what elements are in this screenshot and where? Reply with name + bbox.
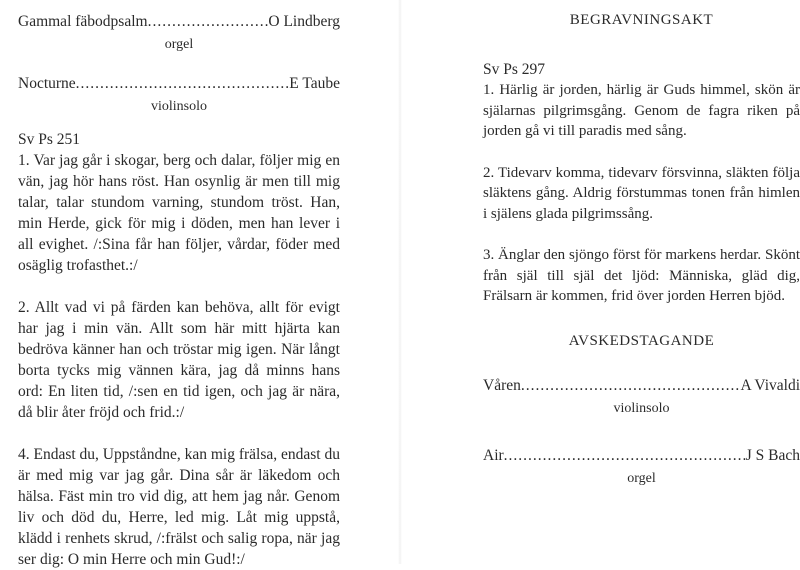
hymn-verse-1: 1. Härlig är jorden, härlig är Guds himmel, skön är själarnas pilgrimsgång. Genom de fagra riken på jorden gå vi till paradis med sång.: [483, 80, 800, 142]
dot-leader: [521, 376, 741, 396]
instrument: violinsolo: [483, 400, 800, 418]
hymn-reference: Sv Ps 251: [18, 130, 340, 150]
piece-title: Våren: [483, 376, 521, 396]
hymn-verse-2: 2. Tidevarv komma, tidevarv försvinna, släkten följa släktens gång. Aldrig förstummas tonen från himlen i själens glada pilgrimssång.: [483, 163, 800, 225]
piece-title: Air: [483, 446, 504, 466]
entry-line: [18, 12, 340, 32]
dot-leader: [76, 74, 290, 94]
composer: A Vivaldi: [741, 376, 800, 396]
instrument: orgel: [483, 470, 800, 488]
hymn-reference: Sv Ps 297: [483, 60, 800, 80]
right-page: [400, 0, 800, 564]
hymn-verse-4: 4. Endast du, Uppståndne, kan mig frälsa, endast du är med mig var jag går. Dina sår är läkedom och hälsa. Fäst min tro vid dig, att hem jag når. Genom liv och död du, Herre, led mig. Låt mig uppstå, klädd i renhets skrud, /:frälst och salig ropa, när jag ser dig: O min Herre och min Gud!:/: [18, 444, 340, 570]
dot-leader: [148, 12, 269, 32]
program-entry-fabodpsalm: [18, 12, 340, 54]
section-heading-avskedstagande: AVSKEDSTAGANDE: [483, 333, 800, 350]
left-page: [0, 0, 400, 564]
instrument: violinsolo: [18, 98, 340, 116]
entry-line: [483, 376, 800, 396]
entry-line: [18, 74, 340, 94]
hymn-verse-3: 3. Änglar den sjöngo först för markens herdar. Skönt från själ till själ det ljöd: Människa, gläd dig, Frälsarn är kommen, frid över jorden Herren bjöd.: [483, 245, 800, 307]
entry-line: [483, 446, 800, 466]
composer: E Taube: [289, 74, 340, 94]
hymn-verse-2: 2. Allt vad vi på färden kan behöva, allt för evigt har jag i min vän. Allt som här mitt hjärta kan bedröva känner han och tröstar mig igen. När långt borta tycks mig vännen kära, jag då minns hans ord: En liten tid, /:sen en tid igen, och jag är nära, då blir åter fröjd och frid.:/: [18, 297, 340, 423]
dot-leader: [504, 446, 746, 466]
program-entry-nocturne: [18, 74, 340, 116]
instrument: orgel: [18, 36, 340, 54]
composer: O Lindberg: [268, 12, 340, 32]
program-entry-air: [483, 446, 800, 488]
section-heading-begravningsakt: BEGRAVNINGSAKT: [483, 12, 800, 29]
program-entry-varen: [483, 376, 800, 418]
composer: J S Bach: [746, 446, 800, 466]
piece-title: Gammal fäbodpsalm: [18, 12, 148, 32]
piece-title: Nocturne: [18, 74, 76, 94]
hymn-verse-1: 1. Var jag går i skogar, berg och dalar, följer mig en vän, jag hör hans röst. Han osynlig är men till mig talar, talar stundom varning, stundom tröst. Han, min Herde, gick för mig i döden, men han lever i all evighet. /:Sina får han följer, vårdar, föder med osäglig trofasthet.:/: [18, 150, 340, 276]
